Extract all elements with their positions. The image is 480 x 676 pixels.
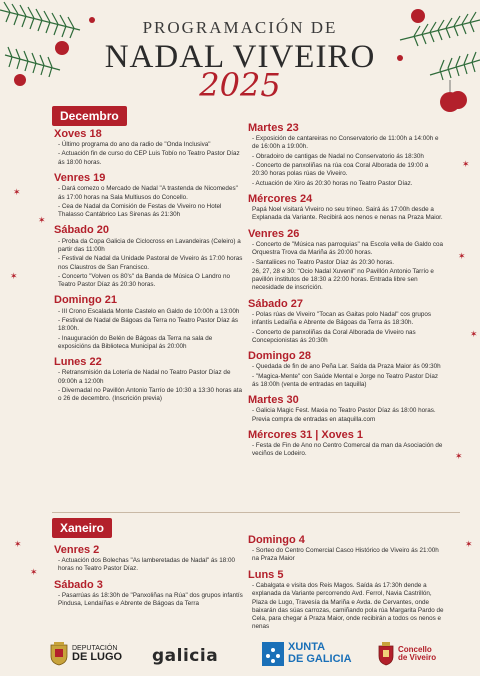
event-item: - Divernadal no Pavillón Antonio Tarrío de 10:30 a 13:30 horas ata o 26 de decembro. (Inscrición previa) — [58, 386, 243, 403]
section-divider — [52, 512, 460, 513]
header-year: 2025 — [199, 65, 281, 104]
star-icon: ✶ — [458, 251, 466, 261]
event-item: - Actuación dos Bolechas "As lamberetadas de Nadal" ás 18:00 horas no Teatro Pastor Díaz. — [58, 557, 236, 573]
event-item: - Concerto de panxoliñas na rúa coa Coral Alborada de 19:00 a 20:30 horas polas rúas de Viveiro. — [252, 162, 429, 178]
event-item: - Concerto de "Música nas parroquias" na Escola vella de Galdo coa Orquestra Trova da Mariña ás 20:00 horas. — [252, 240, 444, 257]
event-item: - Inauguración do Belén de Bágoas da Terra na sala de exposicións da Biblioteca Municipal ás 20:00h — [58, 334, 213, 350]
event-item: - "Magica-Mente" con Saúde Mental e Jorge no Teatro Pastor Díaz ás 18:00h (venta de entradas en taquilla) — [252, 372, 439, 388]
day-heading: Sábado 27 — [248, 297, 304, 310]
day-heading: Venres 26 — [248, 227, 300, 240]
day-heading: Venres 2 — [54, 544, 100, 556]
viveiro-logo-line1: Concello — [398, 644, 432, 654]
star-icon: ✶ — [470, 329, 478, 339]
day-heading: Domingo 4 — [248, 534, 305, 546]
star-icon: ✶ — [38, 215, 46, 225]
event-item: - Pasarrúas ás 18:30h de "Panxoliñas na Rúa" dos grupos infantís Pindusa, Lendaíñas e Abrente de Bágoas da Terra — [58, 591, 243, 608]
coat-of-arms-icon — [50, 642, 68, 666]
xunta-emblem-icon — [262, 642, 284, 666]
viveiro-shield-icon — [378, 642, 394, 666]
event-item: - Galicia Magic Fest. Maxia no Teatro Pastor Díaz ás 18:00 horas. Previa compra de entradas en ataquilla.com — [252, 407, 436, 423]
event-item: - Festival de Nadal da Unidade Pastoral de Viveiro ás 17:00 horas nos Claustros de San Francisco. — [58, 255, 243, 271]
event-item: - Actuación fin de curso do CEP Luis Tobío no Teatro Pastor Díaz ás 18:00 horas. — [58, 150, 240, 166]
lugo-logo-line1: DEPUTACIÓN — [72, 644, 118, 652]
event-item: - Exposición de cantareiras no Conservatorio de 11:00h a 14:00h e de 16:00h a 19:00h. — [252, 135, 439, 151]
star-icon: ✶ — [10, 271, 18, 281]
december-left-column — [54, 128, 244, 403]
event-item: - Concerto de panxoliñas da Coral Alborada de Viveiro nas Concepcionistas ás 20:30h — [252, 328, 416, 344]
january-left-column — [54, 544, 244, 609]
xunta-logo-line1: XUNTA — [288, 641, 326, 654]
january-right-column — [248, 534, 444, 632]
event-item: - III Crono Escalada Monte Castelo en Galdo de 10:00h a 13:00h — [58, 307, 240, 315]
day-heading: Mércores 31 | Xoves 1 — [248, 428, 363, 441]
event-item: - Santaliices no Teatro Pastor Díaz ás 20:30 horas. — [252, 258, 394, 266]
day-heading: Domingo 21 — [54, 294, 117, 307]
event-item: - Festa de Fin de Ano no Centro Comercal da man da Asociación de veciños de Lodeiro. — [252, 442, 443, 458]
star-icon: ✶ — [465, 539, 473, 549]
page-header — [0, 18, 480, 104]
event-item: - Dará comezo o Mercado de Nadal "A trastenda de Nicomedes" ás 17:00 horas na Sala Multiusos do Concello. — [58, 185, 238, 201]
month-badge-january: Xaneiro — [52, 518, 112, 538]
day-heading: Venres 19 — [54, 172, 106, 185]
event-item: Papá Noel visitará Viveiro no seu trineo. Sairá ás 17:00h desde a Explanada da Variante. Recibirá aos nenos e nenas na Praza Maior. — [252, 206, 443, 222]
event-item: - Cea de Nadal da Comisión de Festas de Viveiro no Hotel Thalasso Cantábrico Las Sirenas ás 21:30h — [58, 202, 222, 219]
day-heading: Xoves 18 — [54, 128, 102, 140]
event-item: - Retransmisión da Lotería de Nadal no Teatro Pastor Díaz de 09:00h a 12:00h — [58, 369, 231, 385]
event-item: - Polas rúas de Viveiro "Tocan as Gaitas polo Nadal" cos grupos infantís Ledaíña e Abrente de Bágoas da Terra ás 18:30h. — [252, 310, 432, 327]
event-item: - Festival de Nadal de Bágoas da Terra no Teatro Pastor Díaz ás 18:00h. — [58, 316, 239, 333]
star-icon: ✶ — [462, 159, 470, 169]
event-item: - Obradoiro de cantigas de Nadal no Conservatorio ás 18:30h — [252, 152, 424, 160]
event-item: - Concerto "Volven os 80's" da Banda de Música O Landro no Teatro Pastor Díaz ás 20:30 horas. — [58, 272, 230, 289]
galicia-logo-text: galicia — [152, 646, 219, 666]
deputacion-lugo-logo — [50, 642, 122, 666]
lugo-logo-line2: DE LUGO — [72, 650, 123, 663]
day-heading: Domingo 28 — [248, 350, 311, 363]
star-icon: ✶ — [13, 187, 21, 197]
viveiro-logo-line2: de Viveiro — [398, 653, 437, 662]
event-item: - Quedada de fin de ano Peña Lar. Saída da Praza Maior ás 09:30h — [252, 363, 441, 371]
xunta-logo-line2: DE GALICIA — [288, 653, 352, 665]
header-title: NADAL VIVEIRO — [104, 39, 376, 75]
day-heading: Mércores 24 — [248, 192, 313, 205]
day-heading: Luns 5 — [248, 568, 284, 581]
event-item: - Actuación de Xiro ás 20:30 horas no Teatro Pastor Díaz. — [252, 179, 413, 187]
day-heading: Martes 23 — [248, 122, 299, 134]
event-item: - Cabalgata e visita dos Reis Magos. Saída ás 17:30h dende a explanada da Variante percorrendo Avd. Ferrol, Navia Castrillón, Plaza de Lugo, Travesía da Mariña e Avda. de Cervantes, onde baixarán das súas carrozas, camiñando pola rúa Margarita Pardo de Cela, para chegar á Praza Maior, onde recibirán a todos os nenos e nenas — [252, 581, 444, 631]
header-subtitle: PROGRAMACIÓN DE — [142, 18, 338, 37]
star-icon: ✶ — [455, 451, 463, 461]
day-heading: Lunes 22 — [54, 356, 102, 369]
event-item: - Último programa do ano da radio de "Onda Inclusiva" — [58, 141, 211, 149]
galicia-logo — [152, 646, 218, 666]
event-item: 26, 27, 28 e 30: "Ocio Nadal Xuvenil" no Pavillón Antonio Tarrío e pavillón institutos de 18:30 a 22:00 horas. Entrada libre sen necesidade de inscrición. — [252, 267, 434, 292]
xunta-galicia-logo — [262, 642, 352, 666]
concello-viveiro-logo — [378, 642, 436, 666]
sponsor-logos — [0, 638, 480, 674]
star-icon: ✶ — [30, 567, 38, 577]
event-item: - Proba da Copa Galicia de Ciclocross en Lavandeiras (Celeiro) a partir das 11:00h — [58, 237, 241, 253]
december-right-column — [248, 122, 444, 459]
star-icon: ✶ — [14, 539, 22, 549]
day-heading: Sábado 3 — [54, 578, 103, 591]
day-heading: Sábado 20 — [54, 224, 110, 237]
event-item: - Sorteo do Centro Comercial Casco Histórico de Viveiro ás 21:00h na Praza Maior — [252, 547, 439, 563]
day-heading: Martes 30 — [248, 394, 299, 407]
month-badge-december: Decembro — [52, 106, 127, 126]
